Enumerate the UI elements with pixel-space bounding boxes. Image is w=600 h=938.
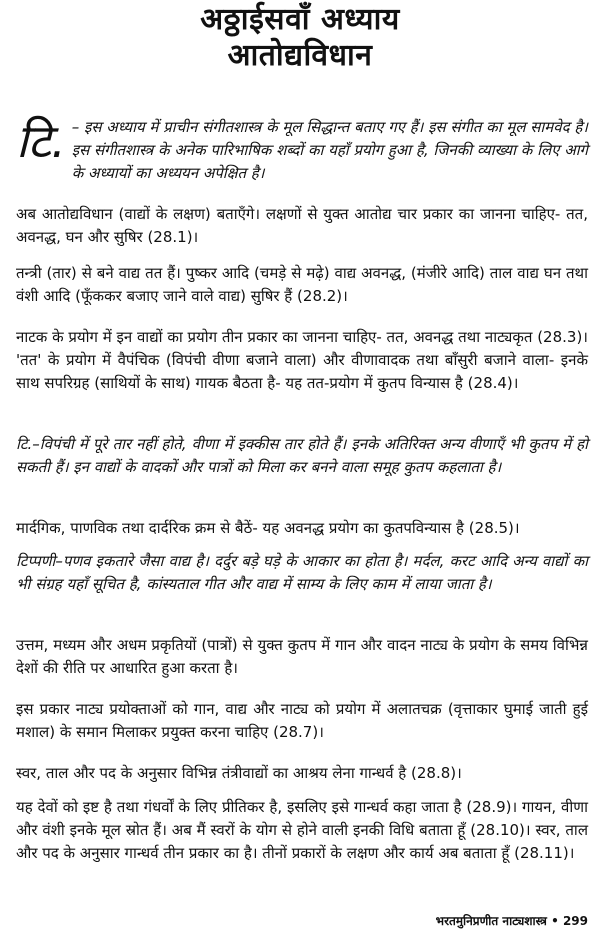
chapter-title: अठ्ठाईसवाँ अध्याय xyxy=(200,2,400,37)
paragraph-28-7: इस प्रकार नाट्य प्रयोक्ताओं को गान, वाद्य और नाट्य को प्रयोग में अलातचक्र (वृत्ताकार घुमाई जाती हुई मशाल) के समान मिलाकर प्रयुक्त करना चाहिए (28.7)। xyxy=(16,700,588,741)
note-vipanchi: टि.–विपंची में पूरे तार नहीं होते, वीणा में इक्कीस तार होते हैं। इनके अतिरिक्त अन्य वीणाएँ भी कुतप में हो सकती हैं। इन वाद्यों के वादकों और पात्रों को मिला कर बनने वाला समूह कुतप कहलाता है। xyxy=(16,435,588,476)
paragraph-28-3-4: नाटक के प्रयोग में इन वाद्यों का प्रयोग तीन प्रकार का जानना चाहिए- तत, अवनद्ध तथा नाट्यकृत (28.3)। 'तत' के प्रयोग में वैपंचिक (विपंची वीणा बजाने वाला) और वीणावादक तथा बाँसुरी बजाने वाला- इनके साथ सपरिग्रह (साथियों के साथ) गायक बैठता है- यह तत-प्रयोग में कुतप विन्यास है (28.4)। xyxy=(16,328,588,392)
chapter-subtitle: आतोद्यविधान xyxy=(227,38,373,73)
paragraph-28-1: अब आतोद्यविधान (वाद्यों के लक्षण) बताएँगे। लक्षणों से युक्त आतोद्य चार प्रकार का जानना चाहिए- तत, अवनद्ध, घन और सुषिर (28.1)। xyxy=(16,205,588,246)
paragraph-28-2: तन्त्री (तार) से बने वाद्य तत हैं। पुष्कर आदि (चमड़े से मढ़े) वाद्य अवनद्ध, (मंजीरे आदि) ताल वाद्य घन तथा वंशी आदि (फूँककर बजाए जाने वाले वाद्य) सुषिर हैं (28.2)। xyxy=(16,264,588,305)
note-panava: टिप्पणी–पणव इकतारे जैसा वाद्य है। दर्दुर बड़े घड़े के आकार का होता है। मर्दल, करट आदि अन्य वाद्यों का भी संग्रह यहाँ सूचित है, कांस्यताल गीत और वाद्य में साम्य के लिए काम में लाया जाता है। xyxy=(16,552,588,593)
dropcap: टि. xyxy=(16,114,66,168)
paragraph-28-9-11: यह देवों को इष्ट है तथा गंधर्वों के लिए प्रीतिकर है, इसलिए इसे गान्धर्व कहा जाता है (28.9)। गायन, वीणा और वंशी इनके मूल स्रोत हैं। अब मैं स्वरों के योग से होने वाली इनकी विधि बताता हूँ (28.10)। स्वर, ताल और पद के अनुसार गान्धर्व तीन प्रकार का है। तीनों प्रकारों के लक्षण और कार्य अब बताता हूँ (28.11)। xyxy=(16,798,588,862)
intro-note xyxy=(16,116,588,185)
paragraph-28-8: स्वर, ताल और पद के अनुसार विभिन्न तंत्रीवाद्यों का आश्रय लेना गान्धर्व है (28.8)। xyxy=(16,764,462,782)
paragraph-28-5: मार्दगिक, पाणविक तथा दार्दरिक क्रम से बैठें- यह अवनद्ध प्रयोग का कुतपविन्यास है (28.5)। xyxy=(16,519,520,537)
intro-note-text: – इस अध्याय में प्राचीन संगीतशास्त्र के मूल सिद्धान्त बताए गए हैं। इस संगीत का मूल सामवेद है। इस संगीतशास्त्र के अनेक पारिभाषिक शब्दों का यहाँ प्रयोग हुआ है, जिनकी व्याख्या के लिए आगे के अध्यायों का अध्ययन अपेक्षित है। xyxy=(71,118,588,182)
running-footer: भरतमुनिप्रणीत नाट्यशास्त्र • 299 xyxy=(435,914,588,928)
paragraph-kutapa-prakriti: उत्तम, मध्यम और अधम प्रकृतियों (पात्रों) से युक्त कुतप में गान और वादन नाट्य के प्रयोग के समय विभिन्न देशों की रीति पर आधारित हुआ करता है। xyxy=(16,636,588,677)
